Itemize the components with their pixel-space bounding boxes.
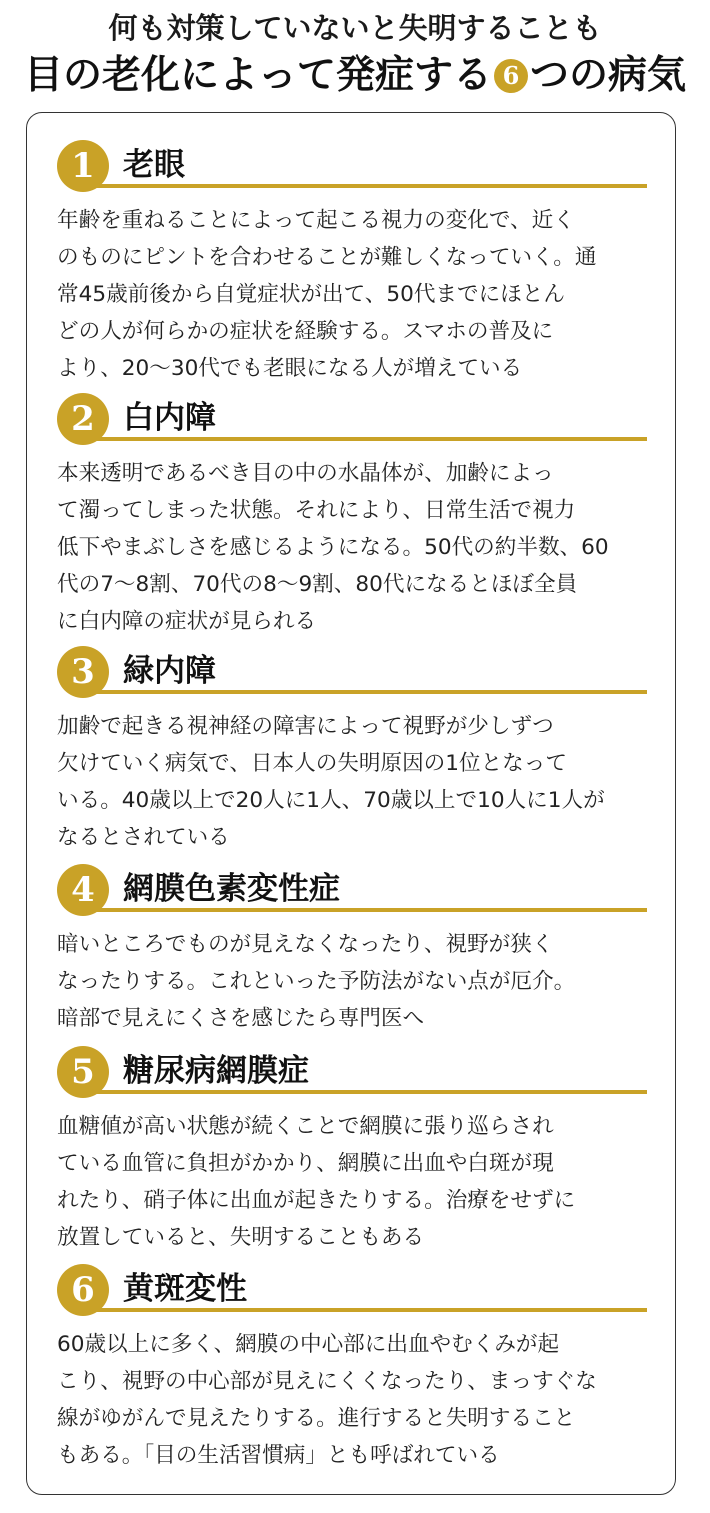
disease-section-1 [57,140,647,387]
body-line: 代の7～8割、70代の8～9割、80代になるとほぼ全員 [57,572,578,597]
section-title: 黄斑変性 [123,1271,247,1307]
section-header [57,864,647,924]
body-line: 欠けていく病気で、日本人の失明原因の1位となって [57,751,567,776]
section-body [57,202,647,387]
section-body [57,708,647,856]
body-line: もある。「目の生活習慣病」とも呼ばれている [57,1443,500,1468]
body-line: こり、視野の中心部が見えにくくなったり、まっすぐな [57,1369,597,1394]
disease-section-6 [57,1264,647,1474]
section-number-badge: 2 [57,393,109,445]
section-number-badge: 5 [57,1046,109,1098]
body-line: れたり、硝子体に出血が起きたりする。治療をせずに [57,1188,576,1213]
title-text-before: 目の老化によって発症する [23,53,492,98]
body-line: のものにピントを合わせることが難しくなっていく。通 [57,245,597,270]
section-body [57,455,647,640]
body-line: 血糖値が高い状態が続くことで網膜に張り巡らされ [57,1114,554,1139]
body-line: なったりする。これといった予防法がない点が厄介。 [57,969,576,994]
section-header [57,1264,647,1324]
section-title: 緑内障 [123,653,216,689]
body-line: 低下やまぶしさを感じるようになる。50代の約半数、60 [57,535,609,560]
section-title: 老眼 [123,147,185,183]
section-number-badge: 3 [57,646,109,698]
subtitle: 何も対策していないと失明することも [108,11,602,45]
section-title: 網膜色素変性症 [123,871,340,907]
section-header [57,646,647,706]
disease-section-2 [57,393,647,640]
section-header [57,393,647,453]
title-text-after: つの病気 [530,53,687,98]
body-line: 暗部で見えにくさを感じたら専門医へ [57,1006,425,1031]
body-line: 放置していると、失明することもある [57,1225,425,1250]
body-line: なるとされている [57,825,230,850]
section-title: 糖尿病網膜症 [123,1053,309,1089]
page-title [0,52,710,100]
section-number-badge: 6 [57,1264,109,1316]
disease-section-5 [57,1046,647,1256]
body-line: 常45歳前後から自覚症状が出て、50代までにほとん [57,282,565,307]
body-line: より、20～30代でも老眼になる人が増えている [57,356,523,381]
body-line: 線がゆがんで見えたりする。進行すると失明すること [57,1406,576,1431]
body-line: 加齢で起きる視神経の障害によって視野が少しずつ [57,714,554,739]
body-line: に白内障の症状が見られる [57,609,317,634]
body-line: 本来透明であるべき目の中の水晶体が、加齢によっ [57,461,554,486]
section-title: 白内障 [123,400,216,436]
body-line: ている血管に負担がかかり、網膜に出血や白斑が現 [57,1151,554,1176]
section-header [57,140,647,200]
body-line: 年齢を重ねることによって起こる視力の変化で、近く [57,208,575,233]
title-number-badge: 6 [494,59,528,93]
section-body [57,1108,647,1256]
body-line: 暗いところでものが見えなくなったり、視野が狭く [57,932,554,957]
body-line: いる。40歳以上で20人に1人、70歳以上で10人に1人が [57,788,605,813]
section-number-badge: 4 [57,864,109,916]
section-body [57,926,647,1037]
body-line: どの人が何らかの症状を経験する。スマホの普及に [57,319,554,344]
disease-section-4 [57,864,647,1037]
section-header [57,1046,647,1106]
section-body [57,1326,647,1474]
section-number-badge: 1 [57,140,109,192]
body-line: て濁ってしまった状態。それにより、日常生活で視力 [57,498,576,523]
disease-section-3 [57,646,647,856]
body-line: 60歳以上に多く、網膜の中心部に出血やむくみが起 [57,1332,560,1357]
